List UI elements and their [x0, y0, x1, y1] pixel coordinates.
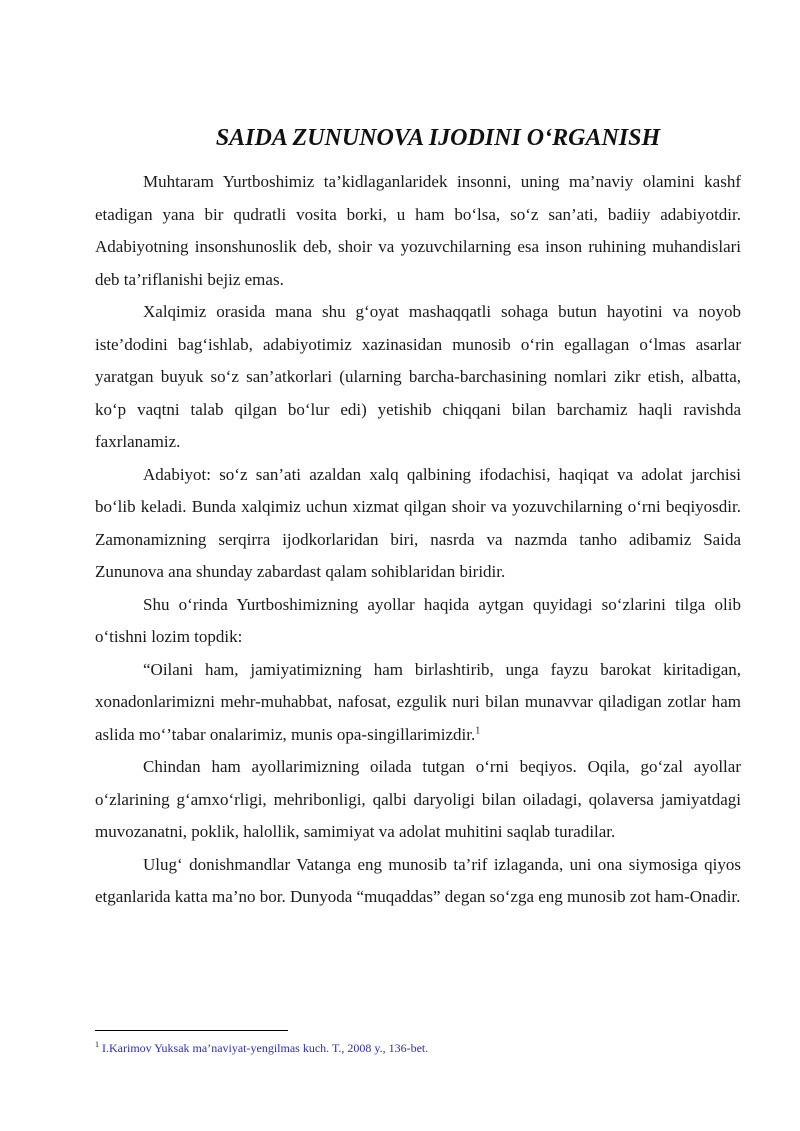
paragraph-text: Chindan ham ayollarimizning oilada tutgan o‘rni beqiyos. Oqila, go‘zal ayollar o‘zlarining g‘amxo‘rligi, mehribonligi, qalbi daryoligi bilan oiladagi, qolaversa jamiyatdagi muvozanatni, poklik, halollik, samimiyat va adolat muhitini saqlab turadilar.: [95, 757, 741, 841]
footnote-reference[interactable]: 1: [475, 724, 481, 736]
paragraph-7: [95, 849, 741, 914]
paragraph-5-quote: [95, 654, 741, 752]
footnote-text[interactable]: I.Karimov Yuksak ma’naviyat-yengilmas kuch. T., 2008 y., 136-bet.: [102, 1041, 429, 1055]
page-title: SAIDA ZUNUNOVA IJODINI O‘RGANISH: [215, 125, 661, 151]
paragraph-text: Xalqimiz orasida mana shu g‘oyat mashaqqatli sohaga butun hayotini va noyob iste’dodini bag‘ishlab, adabiyotimiz xazinasidan munosib o‘rin egallagan o‘lmas asarlar yaratgan buyuk so‘z san’atkorlari (ularning barcha-barchasining nomlari zikr etish, albatta, ko‘p vaqtni talab qilgan bo‘lur edi) yetishib chiqqani bilan barchamiz haqli ravishda faxrlanamiz.: [95, 302, 741, 451]
paragraph-3: [95, 459, 741, 589]
paragraph-text: Adabiyot: so‘z san’ati azaldan xalq qalbining ifodachisi, haqiqat va adolat jarchisi bo‘lib keladi. Bunda xalqimiz uchun xizmat qilgan shoir va yozuvchilarning o‘rni beqiyosdir. Zamonamizning serqirra ijodkorlaridan biri, nasrda va nazmda tanho adibamiz Saida Zununova ana shunday zabardast qalam sohiblaridan biridir.: [95, 464, 741, 581]
paragraph-2: [95, 296, 741, 459]
paragraph-text: “Oilani ham, jamiyatimizning ham birlashtirib, unga fayzu barokat kiritadigan, xonadonlarimizni mehr-muhabbat, nafosat, ezgulik nuri bilan munavvar qiladigan zotlar ham aslida mo‘’tabar onalarimiz, munis opa-singillarimizdir.: [95, 659, 741, 744]
paragraph-4: [95, 589, 741, 654]
paragraph-text: Ulug‘ donishmandlar Vatanga eng munosib ta’rif izlaganda, uni ona siymosiga qiyos etganlarida katta ma’no bor. Dunyoda “muqaddas” degan so‘zga eng munosib zot ham-Onadir.: [95, 854, 741, 906]
paragraph-text: Shu o‘rinda Yurtboshimizning ayollar haqida aytgan quyidagi so‘zlarini tilga olib o‘tishni lozim topdik:: [95, 594, 741, 646]
footnote: [95, 1039, 741, 1057]
paragraph-text: Muhtaram Yurtboshimiz ta’kidlaganlaridek insonni, uning ma’naviy olamini kashf etadigan yana bir qudratli vosita borki, u ham bo‘lsa, so‘z san’ati, badiiy adabiyotdir. Adabiyotning insonshunoslik deb, shoir va yozuvchilarning esa inson ruhining muhandislari deb ta’riflanishi bejiz emas.: [95, 172, 741, 289]
paragraph-1: [95, 166, 741, 296]
paragraph-6: [95, 751, 741, 849]
footnote-divider: [95, 1030, 288, 1031]
footnote-number: 1: [95, 1040, 99, 1049]
document-body: [95, 166, 741, 914]
